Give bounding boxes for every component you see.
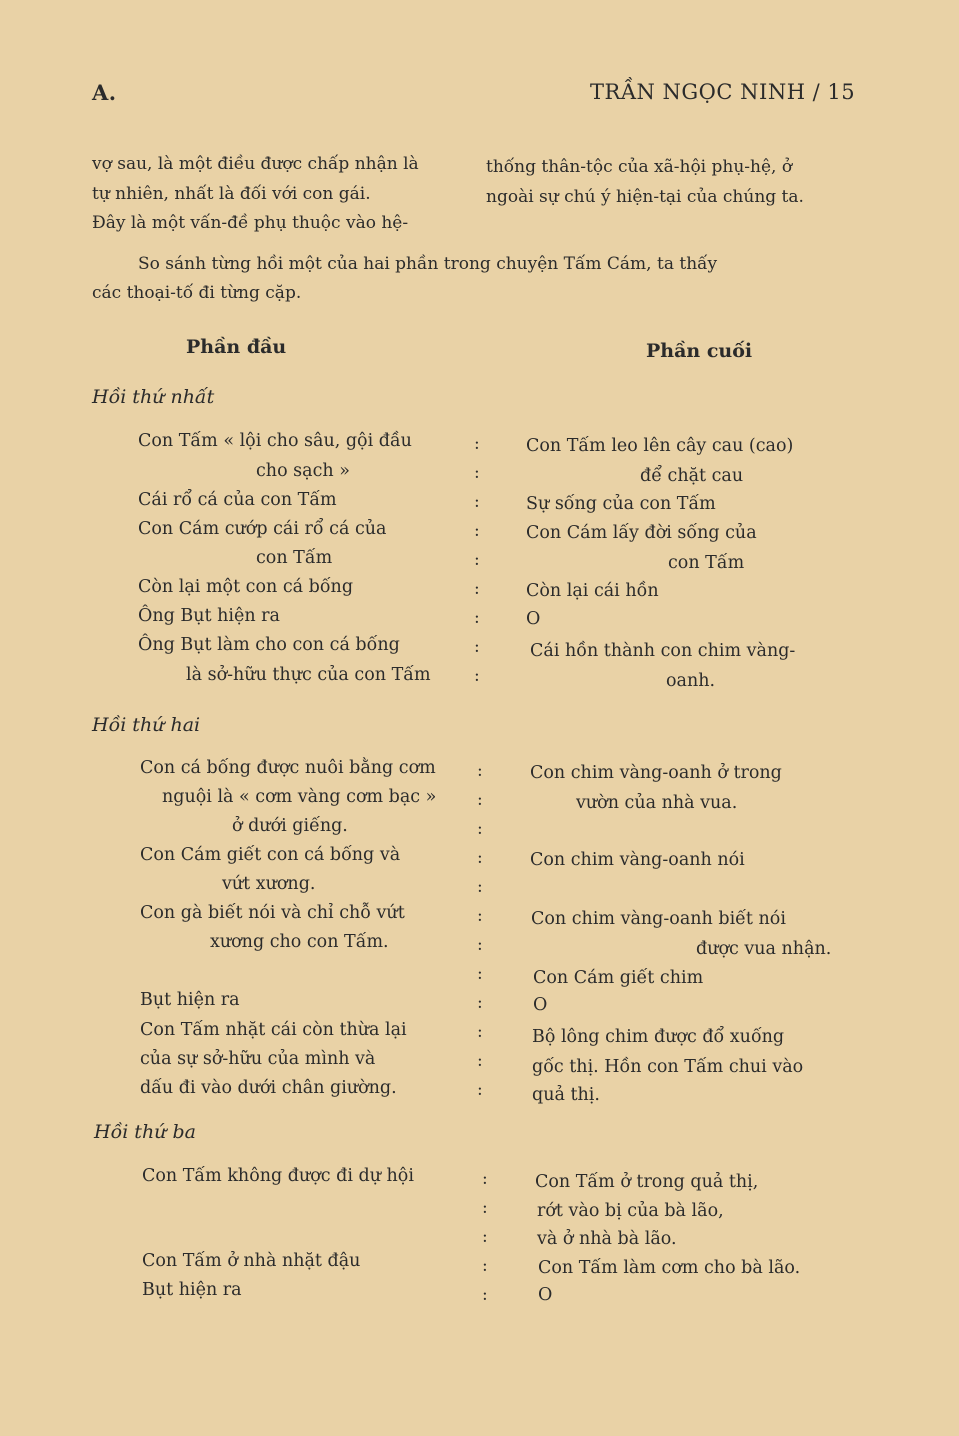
s1-left-line: Con Cám cướp cái rổ cá của <box>138 519 387 539</box>
divider-colon: : <box>474 434 480 454</box>
divider-colon: : <box>474 579 480 599</box>
divider-colon: : <box>474 608 480 628</box>
s2-left-line: nguội là « cơm vàng cơm bạc » <box>162 787 437 807</box>
section-title-2: Hồi thứ hai <box>92 714 201 736</box>
s2-right-line: O <box>533 995 548 1015</box>
s1-left-line: con Tấm <box>256 548 333 568</box>
s2-left-line: Con Cám giết con cá bống và <box>140 845 401 865</box>
s1-right-line: Con Tấm leo lên cây cau (cao) <box>526 436 794 456</box>
s2-left-line: của sự sở-hữu của mình và <box>140 1049 376 1069</box>
column-title-left: Phần đầu <box>186 336 287 358</box>
s3-right-line: rớt vào bị của bà lão, <box>537 1201 724 1221</box>
s1-left-line: Ông Bụt làm cho con cá bống <box>138 635 400 655</box>
s1-right-line: Con Cám lấy đời sống của <box>526 523 757 543</box>
divider-colon: : <box>474 521 480 541</box>
header-author-page: TRẦN NGỌC NINH / 15 <box>590 80 856 104</box>
s1-right-line: Còn lại cái hồn <box>526 581 659 601</box>
s3-left-line: Con Tấm không được đi dự hội <box>142 1166 414 1186</box>
divider-colon: : <box>477 964 483 984</box>
divider-colon: : <box>477 935 483 955</box>
intro-line-2: các thoại-tố đi từng cặp. <box>92 283 302 303</box>
s2-right-line: Bộ lông chim được đổ xuống <box>532 1027 785 1047</box>
s2-left-line: Con gà biết nói và chỉ chỗ vứt <box>140 903 405 923</box>
divider-colon: : <box>477 1051 483 1071</box>
s1-right-line: oanh. <box>666 671 716 691</box>
s1-right-line: Cái hồn thành con chim vàng- <box>530 641 796 661</box>
s3-left-line: Con Tấm ở nhà nhặt đậu <box>142 1251 361 1271</box>
s2-left-line: xương cho con Tấm. <box>210 932 389 952</box>
divider-colon: : <box>482 1285 488 1305</box>
s1-right-line: con Tấm <box>668 553 745 573</box>
divider-colon: : <box>477 790 483 810</box>
divider-colon: : <box>477 906 483 926</box>
divider-colon: : <box>482 1227 488 1247</box>
s2-right-line: quả thị. <box>532 1085 600 1105</box>
s3-right-line: O <box>538 1285 553 1305</box>
divider-colon: : <box>477 761 483 781</box>
header-section-mark: A. <box>92 80 117 105</box>
divider-colon: : <box>474 463 480 483</box>
s2-left-line: Con cá bống được nuôi bằng cơm <box>140 758 436 778</box>
s2-right-line: gốc thị. Hồn con Tấm chui vào <box>532 1057 804 1077</box>
s2-left-line: dấu đi vào dưới chân giường. <box>140 1078 397 1098</box>
top-left-line-1: vợ sau, là một điều được chấp nhận là <box>92 154 419 174</box>
s1-right-line: O <box>526 609 541 629</box>
top-right-line-2: ngoài sự chú ý hiện-tại của chúng ta. <box>486 187 804 207</box>
s1-right-line: Sự sống của con Tấm <box>526 494 716 514</box>
divider-colon: : <box>482 1169 488 1189</box>
s2-left-line: Bụt hiện ra <box>140 990 240 1010</box>
divider-colon: : <box>477 819 483 839</box>
divider-colon: : <box>474 492 480 512</box>
s2-right-line: Con chim vàng-oanh ở trong <box>530 763 782 783</box>
s3-right-line: Con Tấm làm cơm cho bà lão. <box>538 1258 801 1278</box>
s2-right-line: Con Cám giết chim <box>533 968 704 988</box>
s1-left-line: Con Tấm « lội cho sâu, gội đầu <box>138 431 412 451</box>
s2-left-line: Con Tấm nhặt cái còn thừa lại <box>140 1020 407 1040</box>
section-title-3: Hồi thứ ba <box>94 1121 196 1143</box>
s1-left-line: là sở-hữu thực của con Tấm <box>186 665 431 685</box>
divider-colon: : <box>477 848 483 868</box>
s2-right-line: được vua nhận. <box>696 939 832 959</box>
s3-left-line: Bụt hiện ra <box>142 1280 242 1300</box>
section-title-1: Hồi thứ nhất <box>92 386 215 408</box>
divider-colon: : <box>482 1198 488 1218</box>
s1-left-line: Ông Bụt hiện ra <box>138 606 280 626</box>
top-left-line-2: tự nhiên, nhất là đối với con gái. <box>92 184 371 204</box>
divider-colon: : <box>474 666 480 686</box>
divider-colon: : <box>477 1022 483 1042</box>
intro-line-1: So sánh từng hồi một của hai phần trong chuyện Tấm Cám, ta thấy <box>138 254 718 274</box>
s2-left-line: vứt xương. <box>222 874 316 894</box>
s2-right-line: Con chim vàng-oanh biết nói <box>531 909 786 929</box>
s1-left-line: cho sạch » <box>256 461 350 481</box>
s2-left-line: ở dưới giếng. <box>232 816 348 836</box>
divider-colon: : <box>477 1080 483 1100</box>
divider-colon: : <box>482 1256 488 1276</box>
divider-colon: : <box>477 877 483 897</box>
column-title-right: Phần cuối <box>646 340 753 362</box>
top-left-line-3: Đây là một vấn-đề phụ thuộc vào hệ- <box>92 213 409 233</box>
s3-right-line: và ở nhà bà lão. <box>537 1229 677 1249</box>
divider-colon: : <box>474 550 480 570</box>
top-right-line-1: thống thân-tộc của xã-hội phụ-hệ, ở <box>486 157 793 177</box>
s2-right-line: vườn của nhà vua. <box>576 793 738 813</box>
s1-right-line: để chặt cau <box>640 466 744 486</box>
divider-colon: : <box>477 993 483 1013</box>
s1-left-line: Cái rổ cá của con Tấm <box>138 490 337 510</box>
s3-right-line: Con Tấm ở trong quả thị, <box>535 1172 759 1192</box>
divider-colon: : <box>474 637 480 657</box>
s2-right-line: Con chim vàng-oanh nói <box>530 850 745 870</box>
s1-left-line: Còn lại một con cá bống <box>138 577 354 597</box>
